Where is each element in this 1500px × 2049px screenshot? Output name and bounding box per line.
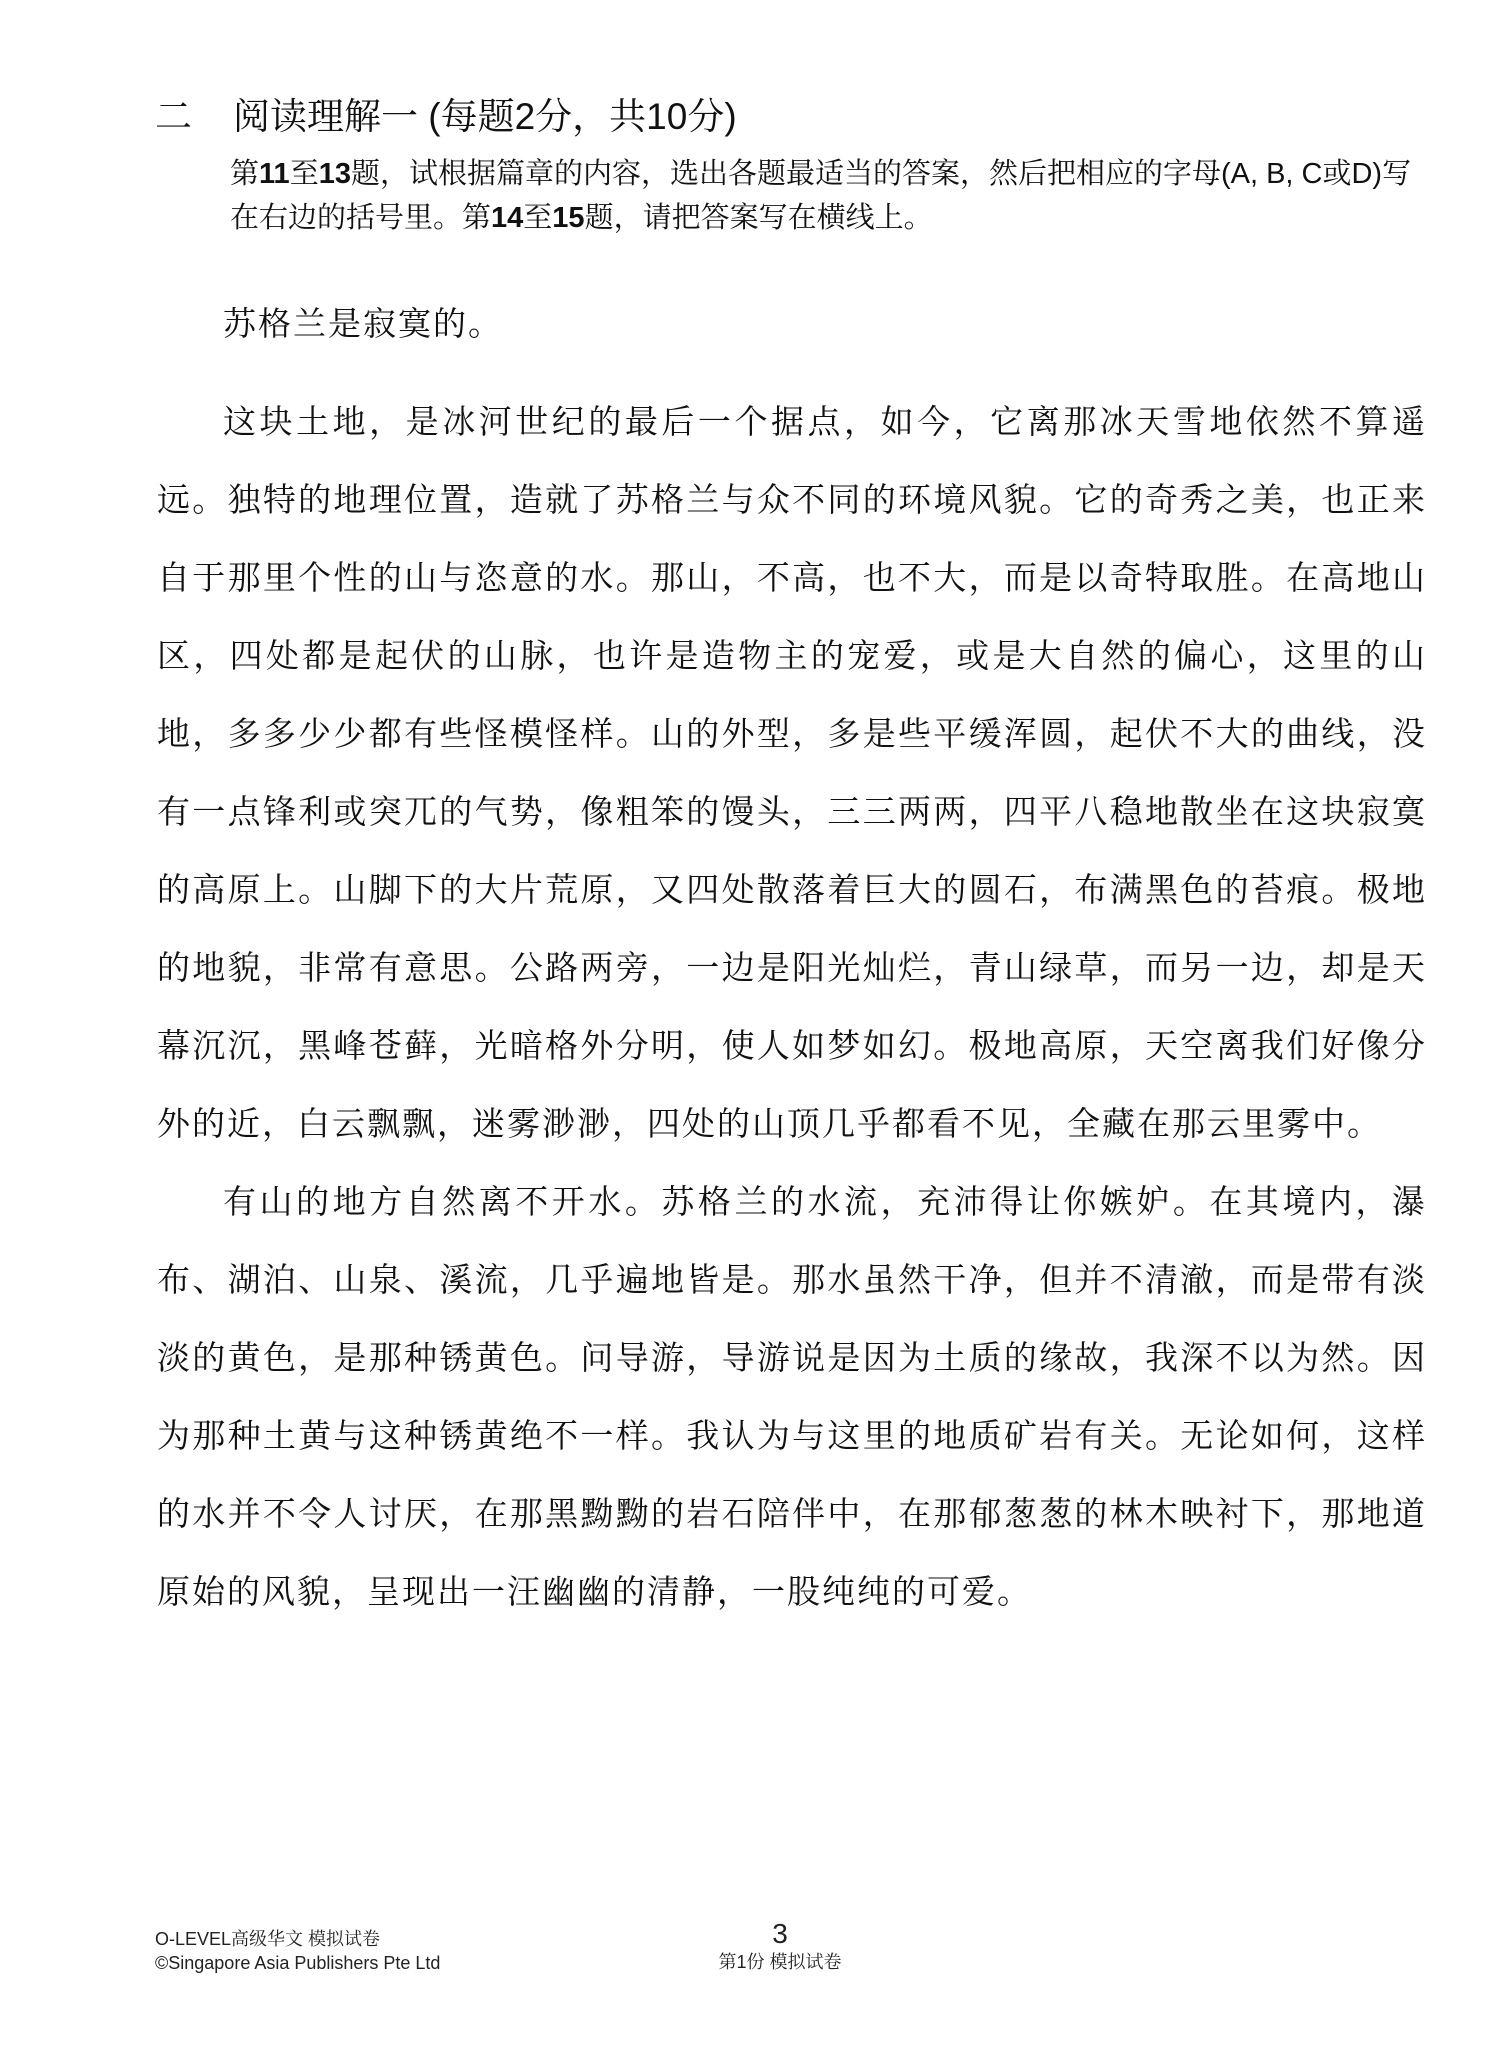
question-number: 15 <box>552 202 585 234</box>
question-number: 11 <box>259 158 290 190</box>
question-number: 14 <box>491 202 524 234</box>
instructions <box>230 152 1420 240</box>
passage-paragraph: 苏格兰是寂寞的。 <box>223 304 503 343</box>
passage-paragraph: 这块土地，是冰河世纪的最后一个据点，如今，它离那冰天雪地依然不算遥远。独特的地理位置，造就了苏格兰与众不同的环境风貌。它的奇秀之美，也正来自于那里个性的山与恣意的水。那山，不高，也不大，而是以奇特取胜。在高地山区，四处都是起伏的山脉，也许是造物主的宠爱，或是大自然的偏心，这里的山地，多多少少都有些怪模怪样。山的外型，多是些平缓浑圆，起伏不大的曲线，没有一点锋利或突兀的气势，像粗笨的馒头，三三两两，四平八稳地散坐在这块寂寞的高原上。山脚下的大片荒原，又四处散落着巨大的圆石，布满黑色的苔痕。极地的地貌，非常有意思。公路两旁，一边是阳光灿烂，青山绿草，而另一边，却是天幕沉沉，黑峰苍藓，光暗格外分明，使人如梦如幻。极地高原，天空离我们好像分外的近，白云飘飘，迷雾渺渺，四处的山顶几乎都看不见，全藏在那云里雾中。 <box>157 402 1427 1143</box>
instr-text: 题，请把答案写在横线上。 <box>584 202 933 234</box>
instr-text: 至 <box>289 158 319 190</box>
section-title: 阅读理解一 (每题2分，共10分) <box>233 96 737 137</box>
footer-page <box>700 1918 860 1974</box>
copyright: ©Singapore Asia Publishers Pte Ltd <box>155 1953 441 1973</box>
question-number: 13 <box>318 158 351 190</box>
passage-paragraph: 有山的地方自然离不开水。苏格兰的水流，充沛得让你嫉妒。在其境内，瀑布、湖泊、山泉、溪流，几乎遍地皆是。那水虽然干净，但并不清澈，而是带有淡淡的黄色，是那种锈黄色。问导游，导游说是因为土质的缘故，我深不以为然。因为那种土黄与这种锈黄绝不一样。我认为与这里的地质矿岩有关。无论如何，这样的水并不令人讨厌，在那黑黝黝的岩石陪伴中，在那郁葱葱的林木映衬下，那地道原始的风貌，呈现出一汪幽幽的清静，一股纯纯的可爱。 <box>157 1182 1427 1611</box>
page-number: 3 <box>772 1918 788 1949</box>
instr-text: 至 <box>523 202 553 234</box>
section-header <box>155 95 737 139</box>
book-title: O-LEVEL高级华文 模拟试卷 <box>155 1929 381 1949</box>
section-number: 二 <box>155 96 192 137</box>
paper-label: 第1份 模拟试卷 <box>718 1952 842 1972</box>
footer-publisher <box>155 1927 440 1975</box>
instr-text: 第 <box>230 158 260 190</box>
instr-text: 题，试根据篇章的内容，选出各题最适当的答案，然后把相应的字母(A, B, C或D)写在右边的括号里。第 <box>230 158 1412 234</box>
reading-passage <box>157 285 1427 1631</box>
